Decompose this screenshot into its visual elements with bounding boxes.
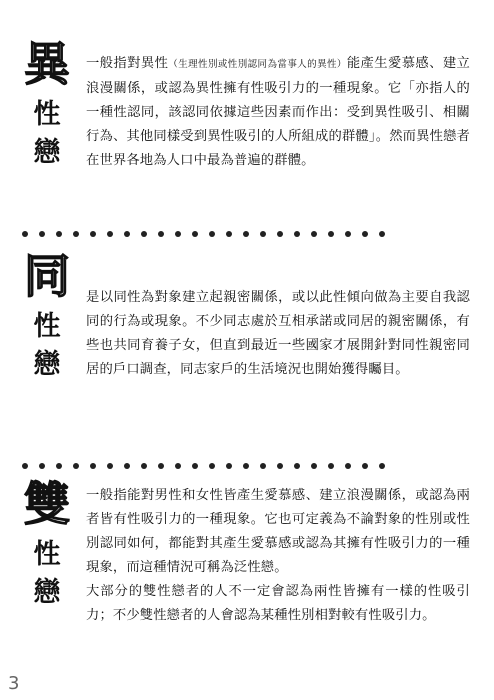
divider-dot [226,231,232,237]
divider-dot [311,463,317,469]
heading-heterosexual [22,38,72,172]
divider-dot [107,463,113,469]
divider-dot [158,463,164,469]
divider-dot [277,231,283,237]
divider-dot [294,463,300,469]
divider-dot [379,463,385,469]
divider-dot [124,463,130,469]
paragraph-1: 一般指能對男性和女性皆產生愛慕感、建立浪漫關係，或認為兩者皆有性吸引力的一種現象。它也可定義為不論對象的性別或性別認同如何，都能對其產生愛慕感或認為其擁有性吸引力的一種現象，而這種情況可稱為泛性戀。 [86,488,470,575]
divider-dot [141,463,147,469]
divider-dot [328,231,334,237]
parenthetical-note: （生理性別或性別認同為當事人的異性） [168,59,347,70]
heading-char-1: 雙 [24,477,70,531]
divider-dot [260,463,266,469]
divider-dot [345,463,351,469]
divider-dot [107,231,113,237]
heading-homosexual [22,250,72,384]
section-bisexual [22,478,472,668]
divider-dot [379,231,385,237]
divider-dot [39,231,45,237]
divider-dot [277,463,283,469]
divider-dot [362,231,368,237]
divider-dot [73,231,79,237]
dotted-divider-1 [22,228,452,240]
heading-char-2: 性 [33,539,61,570]
divider-dot [175,463,181,469]
divider-dot [73,463,79,469]
paragraph-heterosexual [86,52,470,173]
divider-dot [124,231,130,237]
divider-dot [243,231,249,237]
heading-char-3: 戀 [33,349,61,380]
heading-bisexual [22,478,72,612]
divider-dot [141,231,147,237]
divider-dot [328,463,334,469]
paragraph-homosexual [86,286,470,382]
divider-dot [243,463,249,469]
text-run: 是以同性為對象建立起親密關係，或以此性傾向做為主要自我認同的行為或現象。不少同志處於互相承諾或同居的親密關係，有些也共同育養子女，但直到最近一些國家才展開針對同性親密同居的戶口調查，同志家戶的生活境況也開始獲得矚目。 [86,290,470,377]
divider-dot [260,231,266,237]
divider-dot [311,231,317,237]
divider-dot [209,463,215,469]
text-run: 能產生愛慕感、建立浪漫關係，或認為異性擁有性吸引力的一種現象。它「亦指人的一種性認同，該認同依據這些因素而作出：受到異性吸引、相關行為、其他同樣受到異性吸引的人所組成的群體」。然而異性戀者在世界各地為人口中最為普遍的群體。 [86,56,470,168]
divider-dot [22,231,28,237]
divider-dot [22,463,28,469]
divider-dot [209,231,215,237]
section-heterosexual [22,38,472,208]
divider-dot [345,231,351,237]
divider-dot [294,231,300,237]
heading-char-1: 異 [24,37,70,91]
heading-char-3: 戀 [33,577,61,608]
heading-char-1: 同 [24,249,70,303]
page-number: 3 [8,673,20,694]
divider-dot [192,463,198,469]
divider-dot [158,231,164,237]
section-homosexual [22,250,472,420]
divider-dot [56,463,62,469]
divider-dot [362,463,368,469]
divider-dot [175,231,181,237]
heading-char-3: 戀 [33,137,61,168]
dotted-divider-2 [22,460,452,472]
divider-dot [226,463,232,469]
paragraph-bisexual [86,484,470,628]
heading-char-2: 性 [33,311,61,342]
heading-char-2: 性 [33,99,61,130]
paragraph-2: 大部分的雙性戀者的人不一定會認為兩性皆擁有一樣的性吸引力；不少雙性戀者的人會認為某種性別相對較有性吸引力。 [86,584,470,623]
divider-dot [90,463,96,469]
divider-dot [192,231,198,237]
divider-dot [39,463,45,469]
divider-dot [90,231,96,237]
divider-dot [56,231,62,237]
text-run: 一般指對異性 [86,56,169,71]
